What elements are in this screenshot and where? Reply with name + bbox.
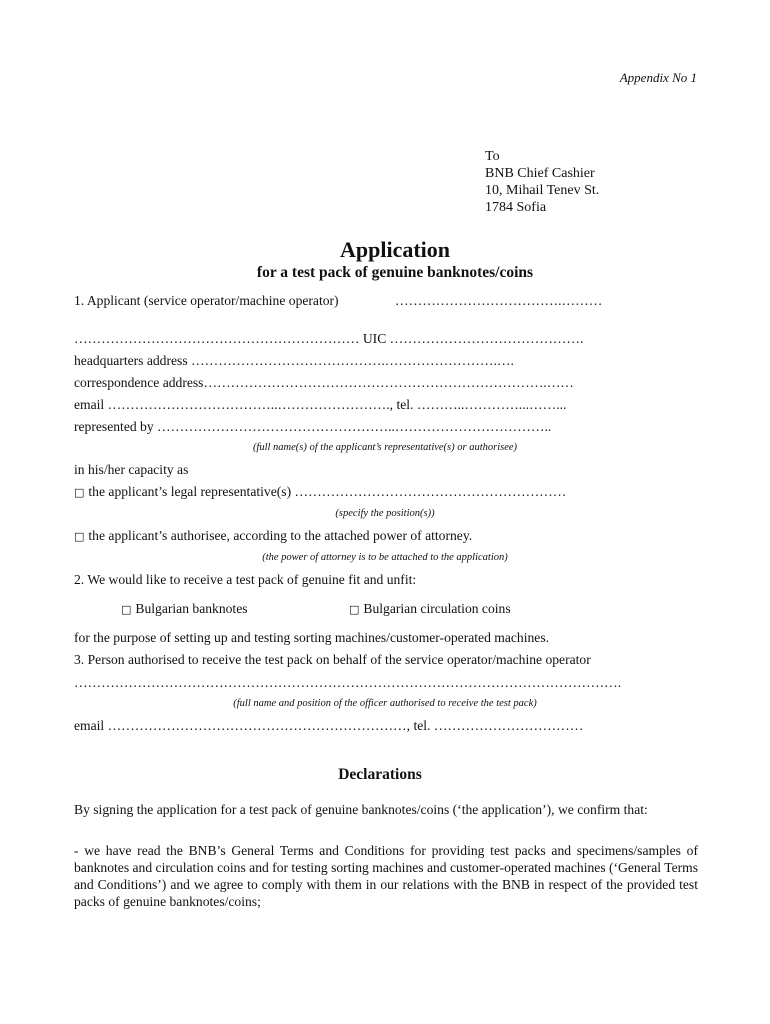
declarations-heading: Declarations — [338, 766, 422, 783]
declarations-paragraph-1: By signing the application for a test pack of genuine banknotes/coins (‘the application’), we confirm that: — [74, 802, 648, 817]
caption-power-of-attorney: (the power of attorney is to be attached to the application) — [262, 552, 508, 563]
section2-purpose: for the purpose of setting up and testing sorting machines/customer-operated machines. — [74, 630, 550, 645]
authorised-person-field[interactable]: …………………………………………………………………………………………………………. — [74, 675, 622, 690]
authorised-email-tel-field[interactable]: email …………………………………………………………, tel. …………………………… — [74, 718, 584, 733]
option-coins-label: Bulgarian circulation coins — [363, 601, 511, 616]
checkbox-authorisee[interactable]: □ — [74, 530, 85, 543]
option-legal-representative[interactable] — [74, 484, 566, 500]
declarations-paragraph-2: - we have read the BNB’s General Terms and Conditions for providing test packs and specimens/samples of banknotes and circulation coins and for testing sorting machines and customer-operated machines (‘General Terms and Conditions’) and we agree to comply with them in our relations with the BNB in respect of the provided test packs of genuine banknotes/coins; — [74, 843, 699, 909]
address-line-city: 1784 Sofia — [485, 200, 547, 215]
checkbox-banknotes[interactable]: □ — [121, 603, 132, 616]
document-title: Application — [339, 237, 451, 262]
represented-by-field[interactable]: represented by ……………………………………………..…………………………….. — [74, 419, 552, 434]
applicant-label: 1. Applicant (service operator/machine operator) — [74, 293, 339, 308]
address-line-street: 10, Mihail Tenev St. — [485, 183, 600, 198]
address-line-to: To — [485, 149, 500, 164]
hq-address-field[interactable]: headquarters address …………………………………….…………………….…. — [74, 353, 514, 368]
email-tel-field[interactable]: email ………………………………..……………………., tel. ………..…………...……... — [74, 397, 567, 412]
option-authorisee-label: the applicant’s authorisee, according to the attached power of attorney. — [88, 528, 473, 543]
checkbox-legal-representative[interactable]: □ — [74, 486, 85, 499]
applicant-name-field[interactable]: ……………………………….……… — [395, 293, 603, 308]
section2-intro: 2. We would like to receive a test pack of genuine fit and unfit: — [74, 572, 417, 587]
section3-intro: 3. Person authorised to receive the test pack on behalf of the service operator/machine operator — [74, 652, 591, 667]
option-banknotes[interactable] — [121, 601, 248, 617]
recipient-address — [485, 148, 599, 216]
applicant-uic-field[interactable]: ……………………………………………………… UIC ……………………………………. — [74, 331, 584, 346]
correspondence-address-field[interactable]: correspondence address………………………………………………………………….…… — [74, 375, 574, 390]
checkbox-coins[interactable]: □ — [349, 603, 360, 616]
option-legal-representative-label: the applicant’s legal representative(s) …………………………………………………… — [88, 484, 567, 499]
appendix-label: Appendix No 1 — [619, 70, 697, 85]
caption-representative: (full name(s) of the applicant’s representative(s) or authorisee) — [252, 442, 518, 453]
caption-position: (specify the position(s)) — [335, 508, 435, 519]
option-coins[interactable] — [349, 601, 511, 617]
capacity-label: in his/her capacity as — [74, 462, 189, 477]
option-banknotes-label: Bulgarian banknotes — [135, 601, 248, 616]
caption-authorised-person: (full name and position of the officer authorised to receive the test pack) — [233, 698, 537, 709]
document-subtitle: for a test pack of genuine banknotes/coins — [256, 264, 534, 281]
option-authorisee[interactable] — [74, 528, 472, 544]
address-line-recipient: BNB Chief Cashier — [485, 166, 595, 181]
